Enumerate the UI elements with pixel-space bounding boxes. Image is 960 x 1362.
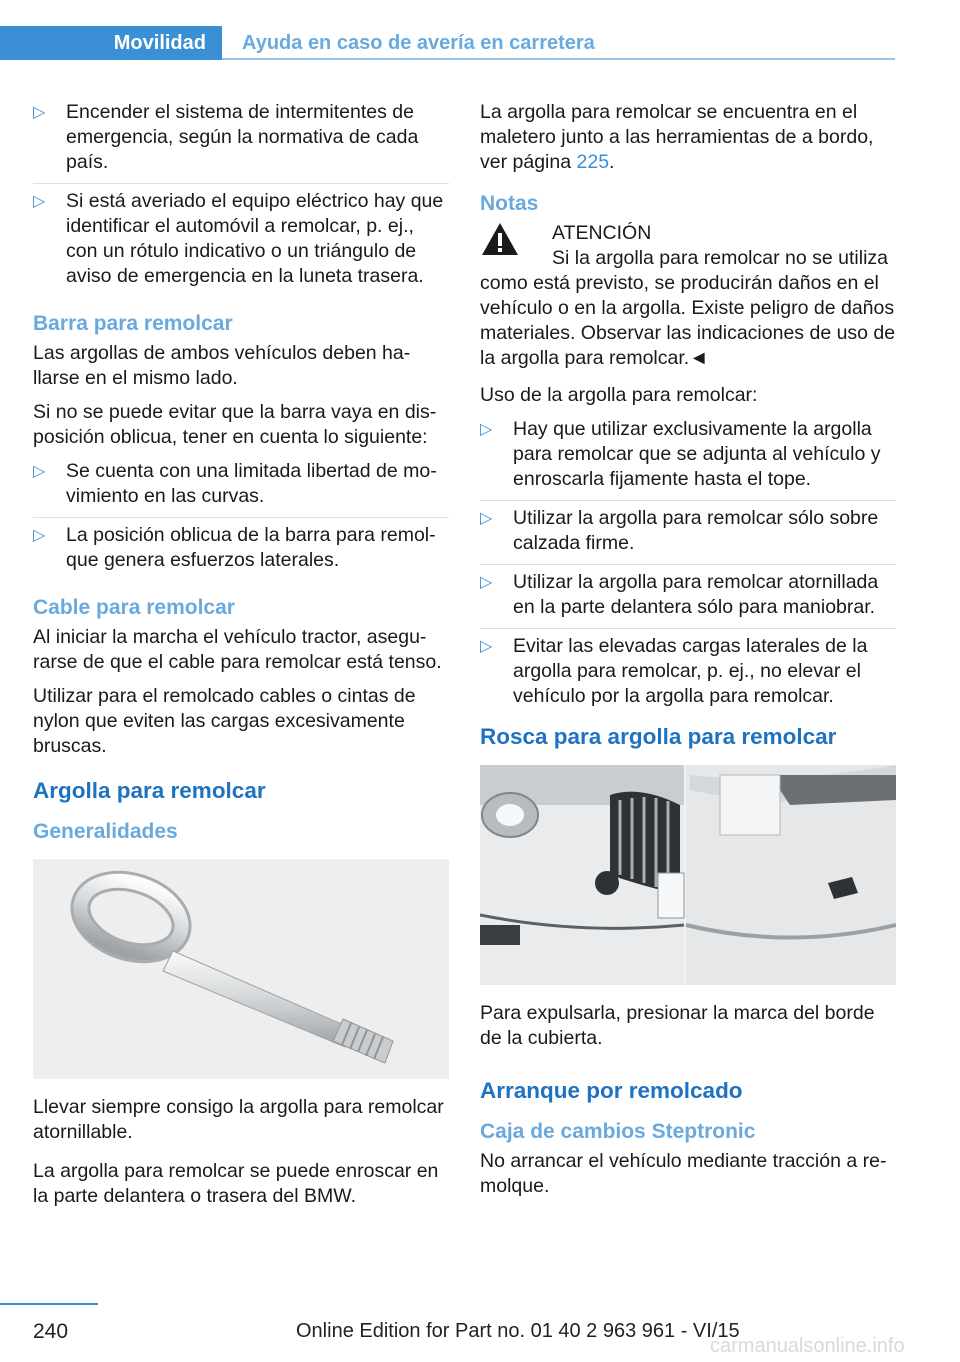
paragraph: Al iniciar la marcha el vehículo tractor, asegu-rarse de que el cable para remolcar está tenso. bbox=[33, 626, 442, 673]
list-item: ▷ Si está averiado el equipo eléctrico hay que identificar el automóvil a remolcar, p. ej., con un rótulo indicativo o un triángulo de aviso de emergencia en la luneta trasera. bbox=[33, 183, 449, 289]
tow-hook-image bbox=[33, 859, 449, 1079]
heading-generalidades: Generalidades bbox=[33, 820, 178, 843]
heading-arranque: Arranque por remolcado bbox=[480, 1078, 743, 1103]
heading-notas: Notas bbox=[480, 192, 539, 215]
list-item: ▷ Hay que utilizar exclusivamente la argolla para remolcar que se adjunta al vehículo y enroscarla fijamente hasta el tope. bbox=[480, 418, 881, 490]
bullet-triangle-icon: ▷ bbox=[480, 574, 493, 591]
section-tab[interactable] bbox=[0, 26, 222, 60]
paragraph: Para expulsarla, presionar la marca del borde de la cubierta. bbox=[480, 1002, 875, 1049]
bullet-triangle-icon: ▷ bbox=[33, 463, 46, 480]
bullet-triangle-icon: ▷ bbox=[480, 638, 493, 655]
bullet-triangle-icon: ▷ bbox=[33, 193, 46, 210]
paragraph: Si no se puede evitar que la barra vaya en dis-posición oblicua, tener en cuenta lo siguiente: bbox=[33, 401, 437, 448]
bullet-triangle-icon: ▷ bbox=[33, 104, 46, 121]
heading-steptronic: Caja de cambios Steptronic bbox=[480, 1120, 756, 1143]
warning-text: Si la argolla para remolcar no se utiliza como está previsto, se producirán daños en el vehículo o en la argolla. Existe peligro de daños materiales. Observar las indicaciones de uso de la argolla para remolcar.◄ bbox=[480, 247, 896, 369]
left-column bbox=[33, 100, 449, 1218]
paragraph: La argolla para remolcar se puede enroscar en la parte delantera o trasera del BMW. bbox=[33, 1160, 439, 1207]
edition-text: Online Edition for Part no. 01 40 2 963 961 - VI/15 bbox=[296, 1320, 740, 1342]
watermark: carmanualsonline.info bbox=[710, 1335, 905, 1357]
page-link[interactable]: 225 bbox=[576, 151, 610, 173]
header-rule bbox=[222, 58, 895, 60]
list-item: ▷ Utilizar la argolla para remolcar sólo sobre calzada firme. bbox=[480, 500, 896, 556]
warning-title: ATENCIÓN bbox=[552, 222, 652, 244]
section-tab-label: Movilidad bbox=[113, 32, 206, 54]
heading-barra: Barra para remolcar bbox=[33, 312, 233, 335]
chapter-title[interactable]: Ayuda en caso de avería en carretera bbox=[242, 32, 595, 54]
paragraph: La argolla para remolcar se encuentra en el maletero junto a las herramientas de a bordo, ver página 225. bbox=[480, 101, 874, 173]
list-item: ▷ La posición oblicua de la barra para remol-que genera esfuerzos laterales. bbox=[33, 517, 449, 573]
warning-triangle-icon bbox=[480, 221, 520, 264]
paragraph: Utilizar para el remolcado cables o cintas de nylon que eviten las cargas excesivamente bruscas. bbox=[33, 685, 416, 757]
list-item: ▷ Se cuenta con una limitada libertad de mo-vimiento en las curvas. bbox=[33, 460, 437, 507]
list-item: ▷ Utilizar la argolla para remolcar atornillada en la parte delantera sólo para maniobrar. bbox=[480, 564, 896, 620]
paragraph: Las argollas de ambos vehículos deben ha-llarse en el mismo lado. bbox=[33, 342, 411, 389]
heading-argolla: Argolla para remolcar bbox=[33, 778, 266, 803]
paragraph: Uso de la argolla para remolcar: bbox=[480, 384, 758, 406]
bullet-triangle-icon: ▷ bbox=[480, 421, 493, 438]
paragraph: No arrancar el vehículo mediante tracción a re-molque. bbox=[480, 1150, 887, 1197]
page-header bbox=[0, 26, 895, 60]
warning-block bbox=[480, 221, 896, 269]
page-number: 240 bbox=[33, 1320, 69, 1343]
car-front-image bbox=[480, 765, 896, 985]
heading-rosca: Rosca para argolla para remolcar bbox=[480, 724, 837, 749]
bullet-triangle-icon: ▷ bbox=[480, 510, 493, 527]
list-item: ▷ Evitar las elevadas cargas laterales de la argolla para remolcar, p. ej., no elevar el vehículo por la argolla para remolcar. bbox=[480, 628, 896, 709]
right-column bbox=[480, 100, 896, 1208]
heading-cable: Cable para remolcar bbox=[33, 596, 235, 619]
list-item: ▷ Encender el sistema de intermitentes de emergencia, según la normativa de cada país. bbox=[33, 101, 419, 173]
car-bumper-illustration bbox=[480, 765, 896, 985]
footer-rule bbox=[0, 1303, 98, 1305]
tow-eye-illustration bbox=[33, 859, 449, 1079]
paragraph: Llevar siempre consigo la argolla para remolcar atornillable. bbox=[33, 1096, 444, 1143]
bullet-triangle-icon: ▷ bbox=[33, 527, 46, 544]
